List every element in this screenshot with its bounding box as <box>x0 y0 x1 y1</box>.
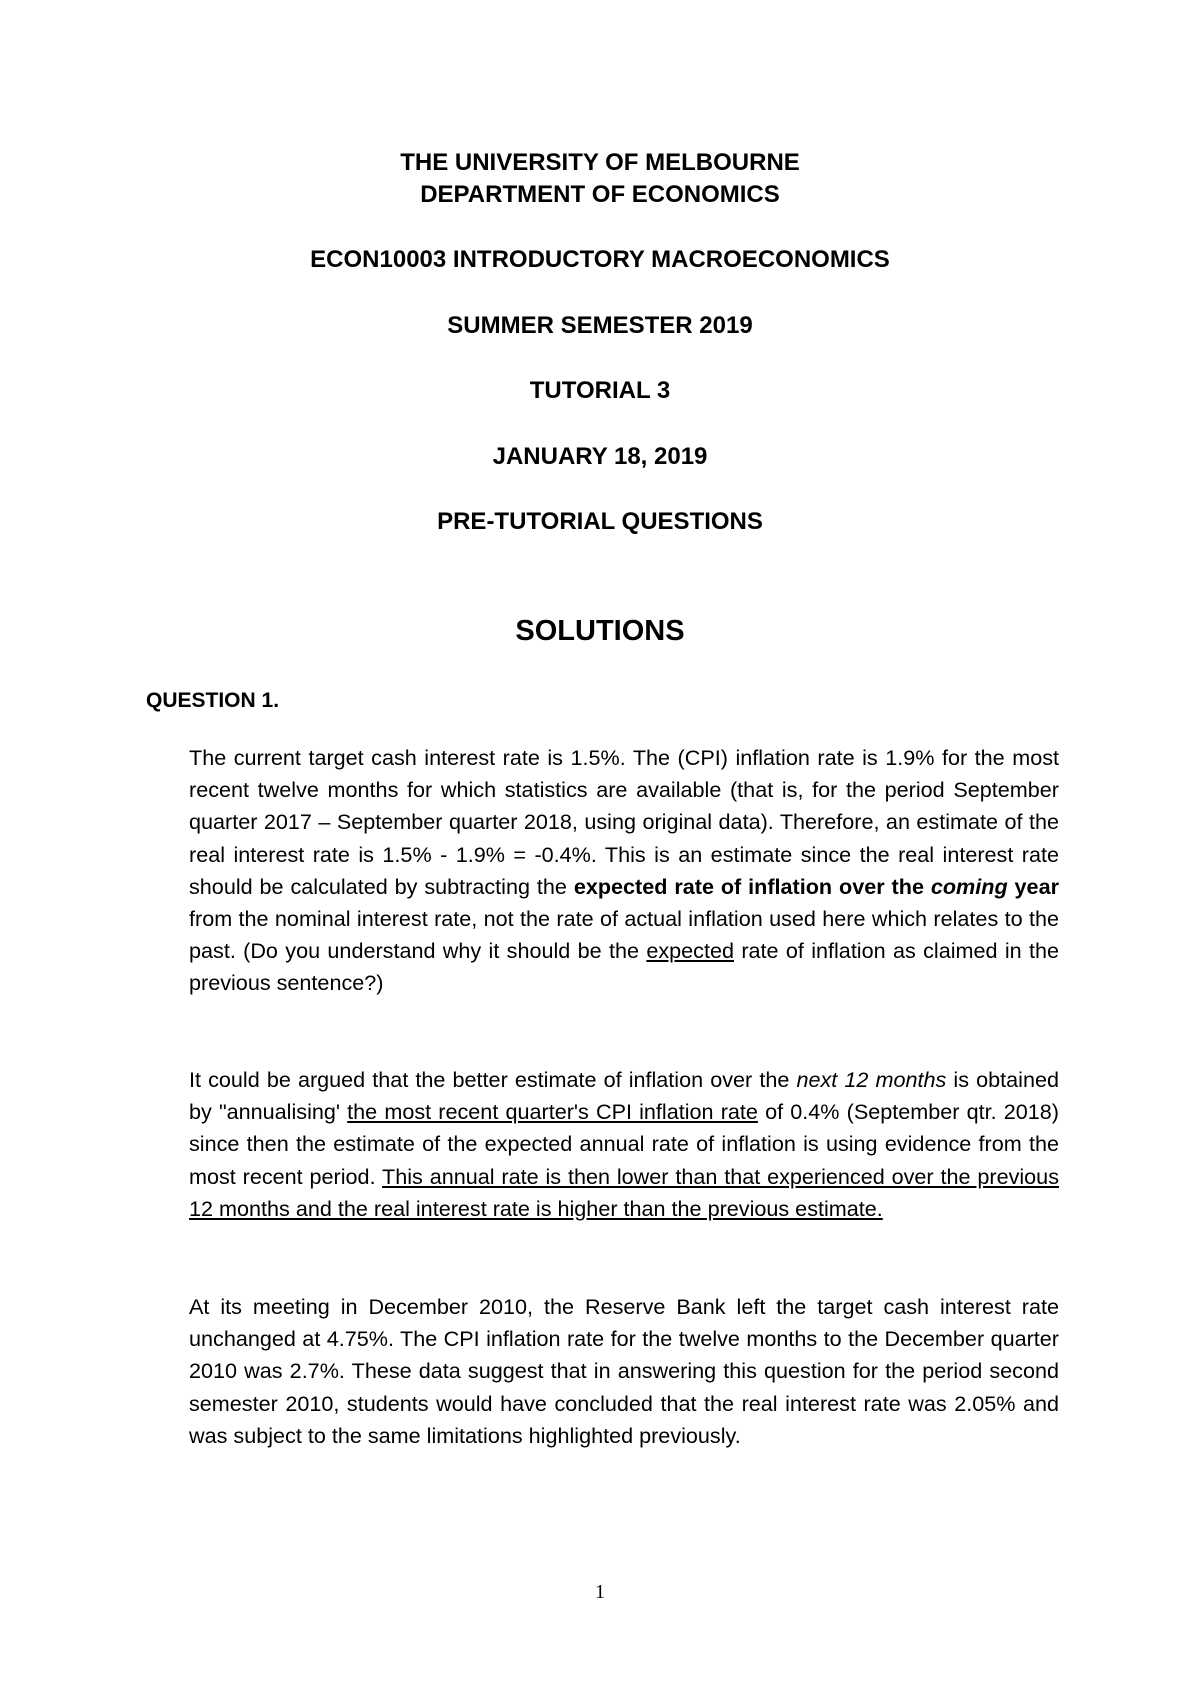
p1-bold-2: year <box>1007 873 1059 899</box>
p1-text-2: from the nominal interest rate, not the rate of actual inflation used here which relates to the past. (Do you understand why it should be the <box>189 906 1059 964</box>
solutions-title: SOLUTIONS <box>515 615 685 647</box>
p2-text-3: of 0.4% (September qtr. 2018) since then the estimate of the expected annual rate of inflation is using evidence from the most recent period. <box>189 1099 1059 1189</box>
question-1-paragraph-1 <box>189 742 1059 1000</box>
p1-underlined: expected <box>646 938 734 964</box>
p1-bold-1: expected rate of inflation over the <box>573 873 931 899</box>
semester-title: SUMMER SEMESTER 2019 <box>447 312 753 339</box>
question-1-paragraph-3: At its meeting in December 2010, the Reserve Bank left the target cash interest rate unchanged at 4.75%. The CPI inflation rate for the twelve months to the December quarter 2010 was 2.7%. These data suggest that in answering this question for the period second semester 2010, students would have concluded that the real interest rate was 2.05% and was subject to the same limitations highlighted previously. <box>189 1294 1059 1448</box>
p2-text-2: is obtained by "annualising' <box>189 1067 1059 1125</box>
department-title: DEPARTMENT OF ECONOMICS <box>420 181 780 208</box>
university-title: THE UNIVERSITY OF MELBOURNE <box>400 149 800 176</box>
question-1-paragraph-2 <box>189 1064 1059 1225</box>
p2-underlined-2: This annual rate is then lower than that experienced over the previous 12 months and the real interest rate is higher than the previous estimate. <box>189 1163 1059 1221</box>
p2-underlined-1: the most recent quarter's CPI inflation rate <box>347 1099 758 1125</box>
p1-text-1: The current target cash interest rate is 1.5%. The (CPI) inflation rate is 1.9% for the most recent twelve months for which statistics are available (that is, for the period September quarter 2017 – September quarter 2018, using original data). Therefore, an estimate of the real interest rate is 1.5% - 1.9% = -0.4%. This is an estimate since the real interest rate should be calculated by subtracting the <box>189 745 1059 899</box>
date-title: JANUARY 18, 2019 <box>492 443 708 470</box>
page-number: 1 <box>595 1581 605 1603</box>
tutorial-title: TUTORIAL 3 <box>529 377 671 404</box>
p1-text-3: rate of inflation as claimed in the previous sentence?) <box>189 938 1059 996</box>
p2-italic: next 12 months <box>796 1067 947 1092</box>
p1-bold-italic: coming <box>930 873 1008 899</box>
course-title: ECON10003 INTRODUCTORY MACROECONOMICS <box>310 246 890 273</box>
question-1-heading: QUESTION 1. <box>146 689 280 712</box>
p2-text-1: It could be argued that the better estimate of inflation over the <box>189 1067 797 1092</box>
section-title: PRE-TUTORIAL QUESTIONS <box>437 508 763 535</box>
